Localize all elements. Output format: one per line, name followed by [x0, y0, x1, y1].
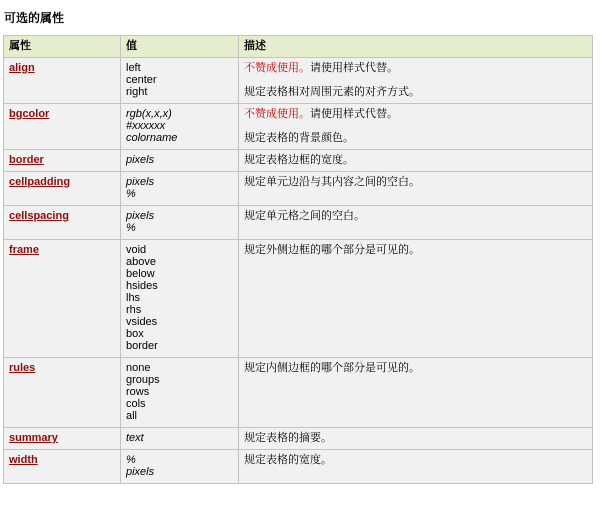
deprecated-label: 不赞成使用。: [244, 62, 310, 74]
attribute-link-bgcolor[interactable]: bgcolor: [9, 108, 50, 120]
description-text: 规定表格相对周围元素的对齐方式。: [244, 86, 420, 98]
deprecation-notice: [244, 62, 587, 74]
attribute-link-cellpadding[interactable]: cellpadding: [9, 176, 71, 188]
value-item: below: [126, 268, 155, 280]
value-item: vsides: [126, 316, 158, 328]
description-cell: [239, 104, 593, 150]
description-text: 规定表格边框的宽度。: [244, 154, 354, 166]
table-row: [4, 428, 593, 450]
attribute-cell: [4, 240, 121, 358]
attribute-cell: [4, 104, 121, 150]
value-cell: [121, 428, 239, 450]
attribute-link-cellspacing[interactable]: cellspacing: [9, 210, 69, 222]
attribute-cell: [4, 206, 121, 240]
value-item: text: [126, 432, 144, 444]
value-item: center: [126, 74, 157, 86]
attribute-link-summary[interactable]: summary: [9, 432, 58, 444]
value-item: pixels: [126, 154, 155, 166]
deprecation-notice: [244, 108, 587, 120]
value-cell: [121, 358, 239, 428]
value-cell: [121, 240, 239, 358]
table-row: [4, 150, 593, 172]
value-cell: [121, 206, 239, 240]
value-item: pixels: [126, 210, 155, 222]
table-body: [4, 58, 593, 484]
description-cell: [239, 58, 593, 104]
value-item: cols: [126, 398, 146, 410]
value-item: hsides: [126, 280, 158, 292]
value-item: #xxxxxx: [126, 120, 166, 132]
description-text: 规定表格的摘要。: [244, 432, 332, 444]
table-row: [4, 58, 593, 104]
description-cell: [239, 450, 593, 484]
value-cell: [121, 450, 239, 484]
description-text: 规定单元格之间的空白。: [244, 210, 365, 222]
value-item: lhs: [126, 292, 141, 304]
value-item: colorname: [126, 132, 178, 144]
page-title: 可选的属性: [4, 11, 65, 25]
deprecated-note: 请使用样式代替。: [310, 108, 398, 120]
attribute-link-border[interactable]: border: [9, 154, 44, 166]
table-row: [4, 240, 593, 358]
table-row: [4, 172, 593, 206]
attribute-cell: [4, 150, 121, 172]
attribute-link-frame[interactable]: frame: [9, 244, 39, 256]
deprecated-note: 请使用样式代替。: [310, 62, 398, 74]
description-cell: [239, 172, 593, 206]
attribute-cell: [4, 172, 121, 206]
value-item: none: [126, 362, 151, 374]
description-cell: [239, 240, 593, 358]
description-text: 规定单元边沿与其内容之间的空白。: [244, 176, 420, 188]
value-item: rhs: [126, 304, 142, 316]
value-cell: [121, 104, 239, 150]
attribute-link-width[interactable]: width: [9, 454, 38, 466]
header-value: 值: [121, 36, 239, 58]
value-item: right: [126, 86, 148, 98]
value-item: border: [126, 340, 158, 352]
attribute-link-rules[interactable]: rules: [9, 362, 36, 374]
value-item: %: [126, 222, 136, 234]
value-cell: [121, 58, 239, 104]
header-attribute: 属性: [4, 36, 121, 58]
description-text: 规定表格的背景颜色。: [244, 132, 354, 144]
value-cell: [121, 150, 239, 172]
table-row: [4, 104, 593, 150]
attribute-cell: [4, 58, 121, 104]
value-cell: [121, 172, 239, 206]
value-item: rgb(x,x,x): [126, 108, 172, 120]
table-row: [4, 206, 593, 240]
value-item: void: [126, 244, 147, 256]
attribute-link-align[interactable]: align: [9, 62, 35, 74]
value-item: pixels: [126, 466, 155, 478]
description-cell: [239, 428, 593, 450]
description-text: 规定表格的宽度。: [244, 454, 332, 466]
value-item: rows: [126, 386, 150, 398]
attributes-table: [3, 35, 593, 484]
description-text: 规定内侧边框的哪个部分是可见的。: [244, 362, 420, 374]
description-cell: [239, 206, 593, 240]
table-row: [4, 450, 593, 484]
description-cell: [239, 358, 593, 428]
value-item: box: [126, 328, 144, 340]
value-item: left: [126, 62, 141, 74]
value-item: above: [126, 256, 156, 268]
value-item: groups: [126, 374, 160, 386]
value-item: all: [126, 410, 138, 422]
description-text: 规定外侧边框的哪个部分是可见的。: [244, 244, 420, 256]
header-description: 描述: [239, 36, 593, 58]
attribute-cell: [4, 428, 121, 450]
table-row: [4, 358, 593, 428]
description-cell: [239, 150, 593, 172]
value-item: pixels: [126, 176, 155, 188]
deprecated-label: 不赞成使用。: [244, 108, 310, 120]
attribute-cell: [4, 450, 121, 484]
value-item: %: [126, 188, 136, 200]
attribute-cell: [4, 358, 121, 428]
table-header-row: [4, 36, 593, 58]
value-item: %: [126, 454, 136, 466]
